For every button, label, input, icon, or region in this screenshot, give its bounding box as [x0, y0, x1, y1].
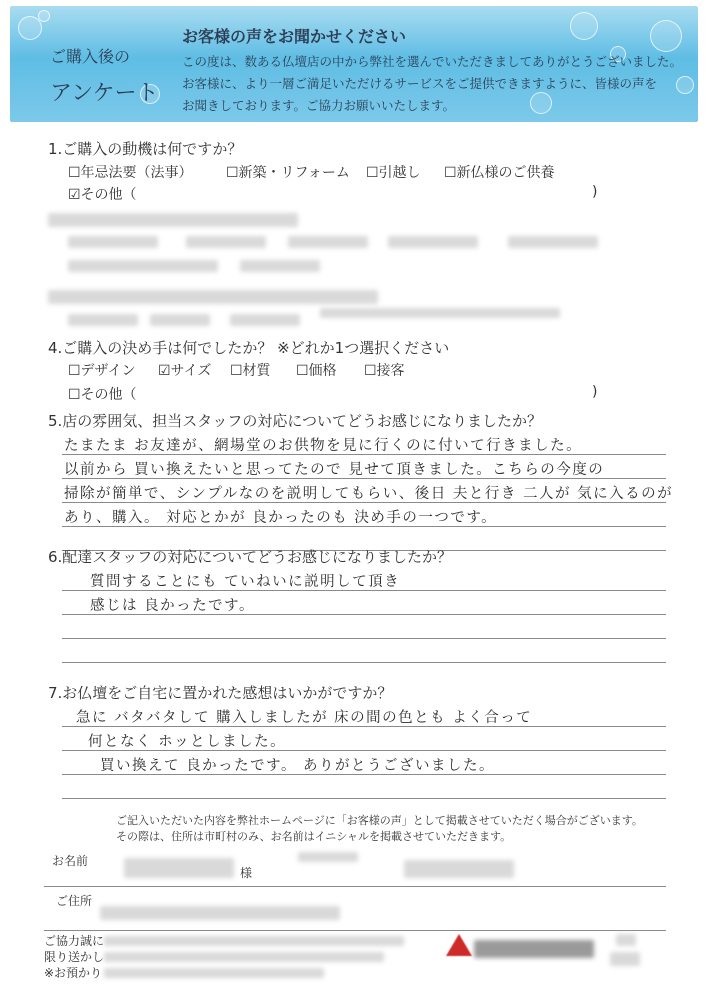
blurred-name-detail: [298, 852, 358, 862]
q1-option-newbuild[interactable]: ☐新築・リフォーム: [226, 165, 350, 181]
q1-other-close: ): [592, 184, 598, 200]
bubble-decoration: [570, 12, 598, 40]
banner-heading: アンケート: [50, 81, 159, 106]
blurred-option: [68, 236, 158, 248]
q4-option-service[interactable]: ☐接客: [364, 363, 405, 379]
blurred-name: [124, 858, 234, 878]
bubble-decoration: [676, 76, 694, 94]
name-honorific: 様: [240, 866, 253, 880]
blurred-cooperation-text: [104, 968, 324, 978]
q6-answer-line-2: 感じは 良かったです。: [90, 598, 255, 614]
company-logo-detail: [616, 934, 636, 946]
blurred-name-detail: [404, 860, 514, 878]
q4-other-close: ): [592, 384, 598, 400]
q4-option-material[interactable]: ☐材質: [230, 363, 271, 379]
question-5-label: 5.店の雰囲気、担当スタッフの対応についてどうお感じになりましたか？: [48, 412, 543, 430]
q1-option-new-buddha[interactable]: ☐新仏様のご供養: [444, 165, 555, 181]
q4-option-size[interactable]: ☑サイズ: [158, 363, 212, 379]
q1-option-other[interactable]: ☑その他（: [68, 187, 137, 203]
q7-answer-line-1: 急に バタバタして 購入しましたが 床の間の色とも よく合って: [76, 710, 533, 726]
blurred-cooperation-text: [104, 952, 384, 962]
answer-line: [62, 638, 666, 639]
banner-intro-line-2: お客様に、より一層ご満足いただけるサービスをご提供できますように、皆様の声を: [182, 76, 658, 91]
answer-line: [62, 798, 666, 799]
banner-intro-line-1: この度は、数ある仏壇店の中から弊社を選んでいただきましてありがとうございました。: [182, 54, 683, 69]
cooperate-label-2: 限り送かし: [44, 950, 105, 964]
q5-answer-line-1: たまたま お友達が、網場堂のお供物を見に行くのに付いて行きました。: [64, 438, 583, 454]
address-label: ご住所: [56, 894, 93, 908]
blurred-option: [320, 308, 560, 318]
company-logo-detail: [610, 952, 640, 966]
q4-option-price[interactable]: ☐価格: [296, 363, 337, 379]
blurred-option: [230, 314, 300, 326]
bubble-decoration: [650, 20, 682, 52]
q4-option-design[interactable]: ☐デザイン: [68, 363, 136, 379]
cooperate-label-3: ※お預かり: [44, 966, 103, 980]
question-6-label: 6.配達スタッフの対応についてどうお感じになりましたか？: [48, 548, 453, 566]
company-logo-icon: [446, 934, 472, 956]
q6-answer-line-1: 質問することにも ていねいに説明して頂き: [90, 574, 401, 590]
answer-line: [62, 662, 666, 663]
blurred-option: [240, 260, 320, 272]
name-underline: [44, 886, 666, 887]
bubble-decoration: [38, 10, 50, 22]
publication-notice-line-2: その際は、住所は市町村のみ、お名前はイニシャルを掲載させていただきます。: [116, 830, 512, 843]
q4-option-other[interactable]: ☐その他（: [68, 387, 137, 403]
q5-answer-line-3: 掃除が簡単で、シンプルなのを説明してもらい、後日 夫と行き 二人が 気に入るのが: [64, 486, 674, 502]
q1-option-moving[interactable]: ☐引越し: [366, 165, 421, 181]
q7-answer-line-2: 何となく ホッとしました。: [88, 734, 287, 750]
company-logo-text: [474, 940, 594, 958]
header-banner: [10, 6, 698, 122]
publication-notice-line-1: ご記入いただいた内容を弊社ホームページに「お客様の声」として掲載させていただく場合がございます。: [116, 814, 643, 827]
blurred-option: [150, 314, 210, 326]
question-4-label: 4.ご購入の決め手は何でしたか？ ※どれか1つ選択ください: [48, 339, 450, 357]
q1-option-memorial[interactable]: ☐年忌法要（法事）: [68, 165, 193, 181]
blurred-option: [388, 236, 478, 248]
blurred-option: [288, 236, 368, 248]
q7-answer-line-3: 買い換えて 良かったです。 ありがとうございました。: [100, 758, 496, 774]
blurred-option: [508, 236, 598, 248]
bubble-decoration: [530, 92, 552, 114]
blurred-cooperation-text: [104, 936, 404, 946]
blurred-option: [68, 314, 138, 326]
cooperate-label-1: ご協力誠に: [44, 934, 105, 948]
banner-subtitle: ご購入後の: [50, 47, 131, 66]
name-label: お名前: [52, 854, 89, 868]
blurred-address: [100, 906, 340, 920]
address-underline: [44, 930, 666, 931]
question-1-label: 1.ご購入の動機は何ですか？: [48, 140, 243, 158]
question-7-label: 7.お仏壇をご自宅に置かれた感想はいかがですか？: [48, 684, 393, 702]
banner-title: お客様の声をお聞かせください: [182, 27, 407, 46]
q5-answer-line-2: 以前から 買い換えたいと思ってたので 見せて頂きました。こちらの今度の: [64, 462, 605, 478]
blurred-option: [186, 236, 266, 248]
q5-answer-line-4: あり、購入。 対応とかが 良かったのも 決め手の一つです。: [64, 510, 498, 526]
blurred-question-2: [48, 213, 298, 227]
blurred-option: [68, 260, 218, 272]
blurred-question-3: [48, 290, 378, 304]
banner-intro-line-3: お聞きしております。ご協力お願いいたします。: [182, 98, 456, 113]
